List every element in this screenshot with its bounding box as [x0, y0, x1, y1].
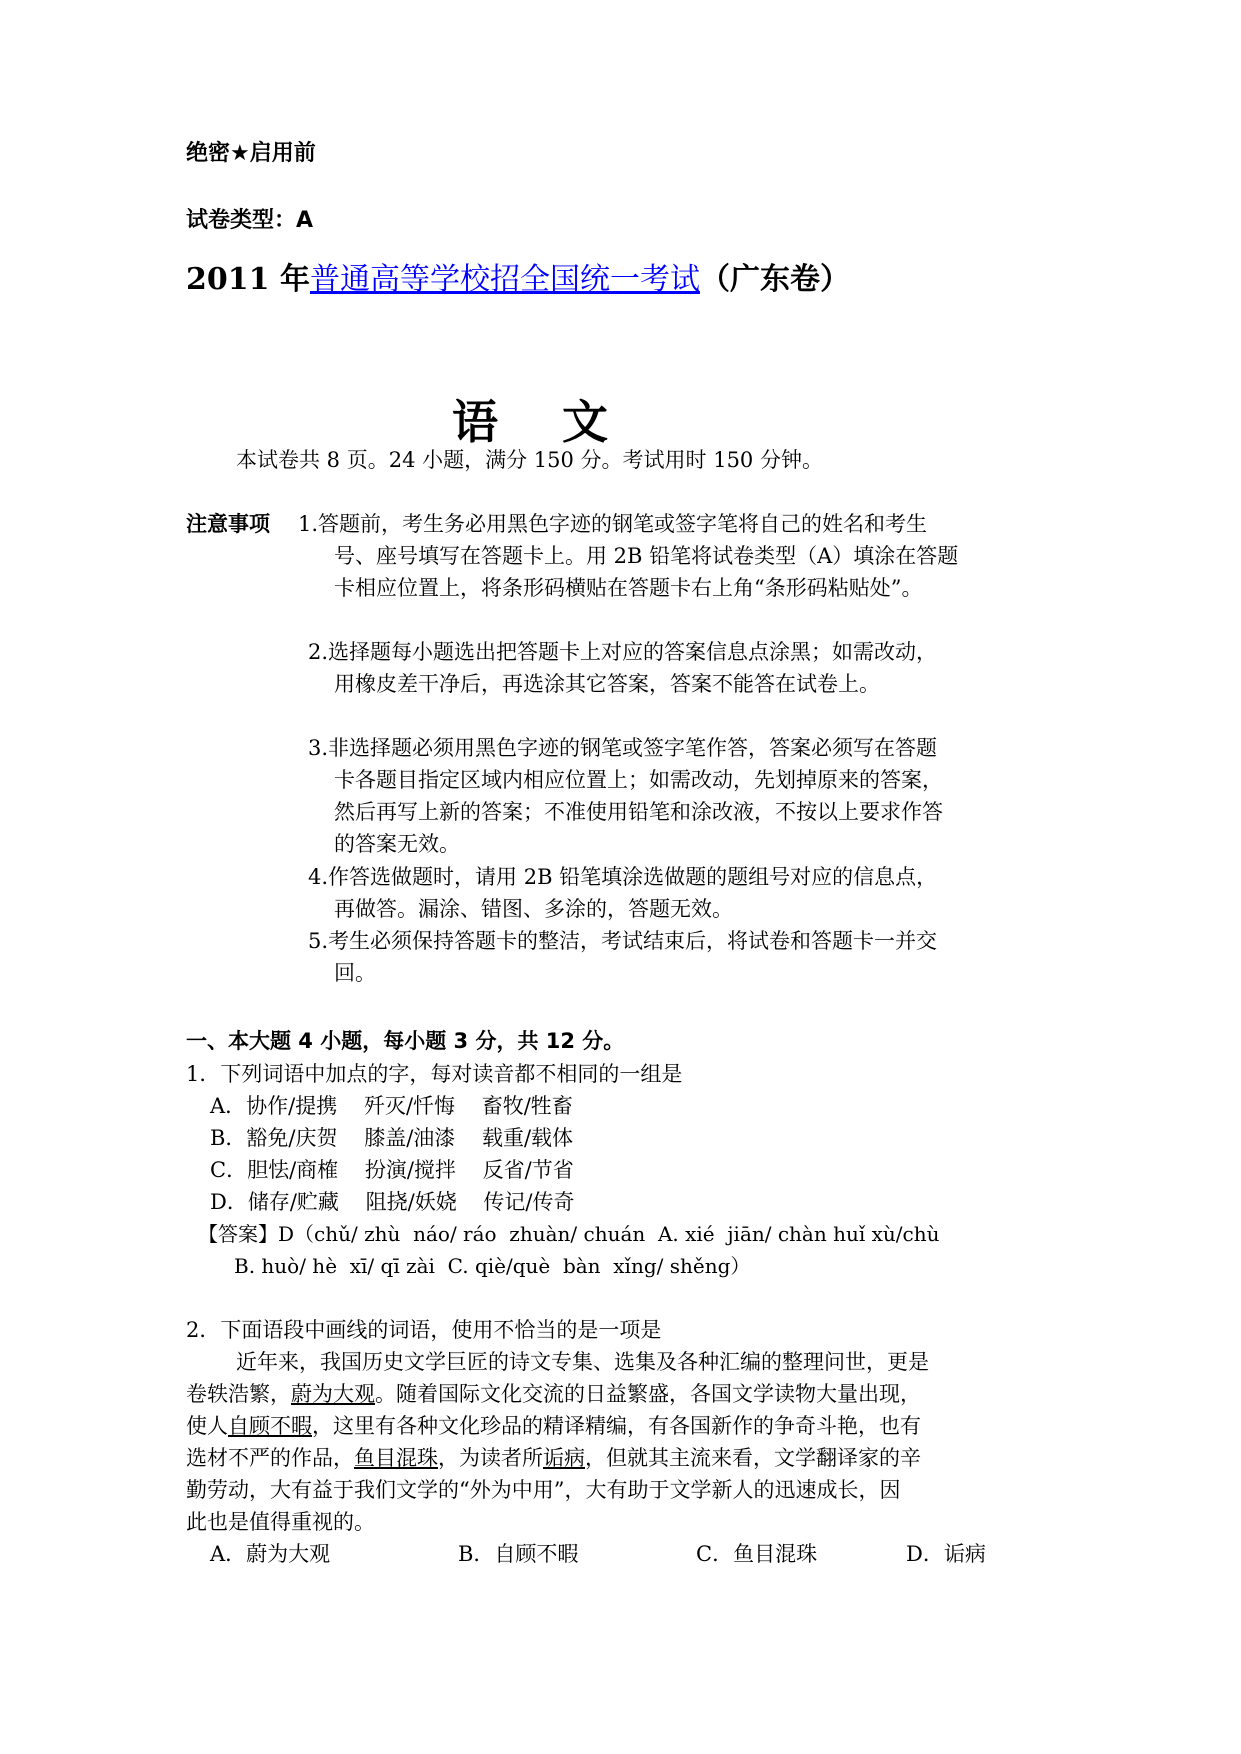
question-2-option-a: A．蔚为大观: [210, 1542, 331, 1566]
passage-text: ，这里有各种文化珍品的精译精编，有各国新作的争奇斗艳，也有: [312, 1414, 921, 1438]
notice-item-1-line-3: 卡相应位置上，将条形码横贴在答题卡右上角“条形码粘贴处”。: [334, 576, 923, 600]
notice-item-4-line-1: 4.作答选做题时，请用 2B 铅笔填涂选做题的题组号对应的信息点，: [308, 865, 938, 889]
question-1-stem: 1．下列词语中加点的字，每对读音都不相同的一组是: [186, 1062, 683, 1086]
passage-text: 使人: [186, 1414, 228, 1438]
notice-item-3-line-3: 然后再写上新的答案；不准使用铅笔和涂改液，不按以上要求作答: [334, 800, 943, 824]
question-1-answer-line-1: 【答案】D（chǔ/ zhù náo/ ráo zhuàn/ chuán A. xié jiān/ chàn huǐ xù/chù: [198, 1222, 940, 1246]
notice-item-2-line-1: 2.选择题每小题选出把答题卡上对应的答案信息点涂黑；如需改动，: [308, 640, 938, 664]
underlined-phrase-1: 蔚为大观: [291, 1382, 375, 1406]
question-2-stem: 2．下面语段中画线的词语，使用不恰当的是一项是: [186, 1318, 662, 1342]
notice-item-1-line-2: 号、座号填写在答题卡上。用 2B 铅笔将试卷类型（A）填涂在答题: [334, 544, 959, 568]
exam-intro: 本试卷共 8 页。24 小题，满分 150 分。考试用时 150 分钟。: [236, 448, 823, 472]
notice-item-5-line-2: 回。: [334, 961, 376, 985]
notice-label: 注意事项: [186, 512, 270, 536]
question-1-option-c: C．胆怯/商榷 扮演/搅拌 反省/节省: [210, 1158, 574, 1182]
passage-text: 卷轶浩繁，: [186, 1382, 291, 1406]
question-2-option-d: D．诟病: [906, 1542, 986, 1566]
underlined-phrase-2: 自顾不暇: [228, 1414, 312, 1438]
question-1-option-b: B．豁免/庆贺 膝盖/油漆 载重/载体: [210, 1126, 574, 1150]
exam-title-suffix: （广东卷）: [699, 262, 850, 297]
subject-title: 语 文: [452, 395, 609, 449]
question-2-passage-line-2: [186, 1378, 921, 1408]
question-2-passage-line-3: [186, 1410, 921, 1440]
notice-item-3-line-1: 3.非选择题必须用黑色字迹的钢笔或签字笔作答，答案必须写在答题: [308, 736, 938, 760]
question-2-passage-line-1: 近年来，我国历史文学巨匠的诗文专集、选集及各种汇编的整理问世，更是: [236, 1350, 929, 1374]
exam-title-link[interactable]: 普通高等学校招全国统一考试: [309, 262, 700, 297]
question-2-passage-line-4: [186, 1442, 921, 1472]
question-2-passage-line-5: 勤劳动，大有益于我们文学的“外为中用”，大有助于文学新人的迅速成长，因: [186, 1478, 901, 1502]
underlined-phrase-4: 诟病: [543, 1446, 585, 1470]
passage-text: ，但就其主流来看，文学翻译家的辛: [585, 1446, 921, 1470]
notice-item-3-line-2: 卡各题目指定区域内相应位置上；如需改动，先划掉原来的答案，: [334, 768, 943, 792]
underlined-phrase-3: 鱼目混珠: [354, 1446, 438, 1470]
notice-item-3-line-4: 的答案无效。: [334, 832, 460, 856]
passage-text: ，为读者所: [438, 1446, 543, 1470]
section-heading: 一、本大题 4 小题，每小题 3 分，共 12 分。: [186, 1029, 625, 1053]
notice-item-2-line-2: 用橡皮差干净后，再选涂其它答案，答案不能答在试卷上。: [334, 672, 880, 696]
question-1-option-d: D．储存/贮藏 阻挠/妖娆 传记/传奇: [210, 1190, 575, 1214]
exam-title: [186, 254, 850, 298]
confidential-label: 绝密★启用前: [186, 141, 316, 166]
question-2-option-c: C．鱼目混珠: [696, 1542, 818, 1566]
exam-title-year: 2011 年: [186, 262, 310, 297]
question-2-passage-line-6: 此也是值得重视的。: [186, 1510, 375, 1534]
question-1-option-a: A．协作/提携 歼灭/忏悔 畜牧/牲畜: [210, 1094, 573, 1118]
paper-type: 试卷类型：A: [186, 208, 314, 233]
passage-text: 。随着国际文化交流的日益繁盛，各国文学读物大量出现，: [375, 1382, 921, 1406]
question-1-answer-line-2: B. huò/ hè xī/ qī zài C. qiè/què bàn xǐng/ shěng）: [234, 1254, 751, 1278]
passage-text: 选材不严的作品，: [186, 1446, 354, 1470]
notice-item-1-line-1: 1.答题前，考生务必用黑色字迹的钢笔或签字笔将自己的姓名和考生: [298, 512, 928, 536]
notice-item-5-line-1: 5.考生必须保持答题卡的整洁，考试结束后，将试卷和答题卡一并交: [308, 929, 938, 953]
question-2-option-b: B．自顾不暇: [458, 1542, 579, 1566]
notice-item-4-line-2: 再做答。漏涂、错图、多涂的，答题无效。: [334, 897, 733, 921]
